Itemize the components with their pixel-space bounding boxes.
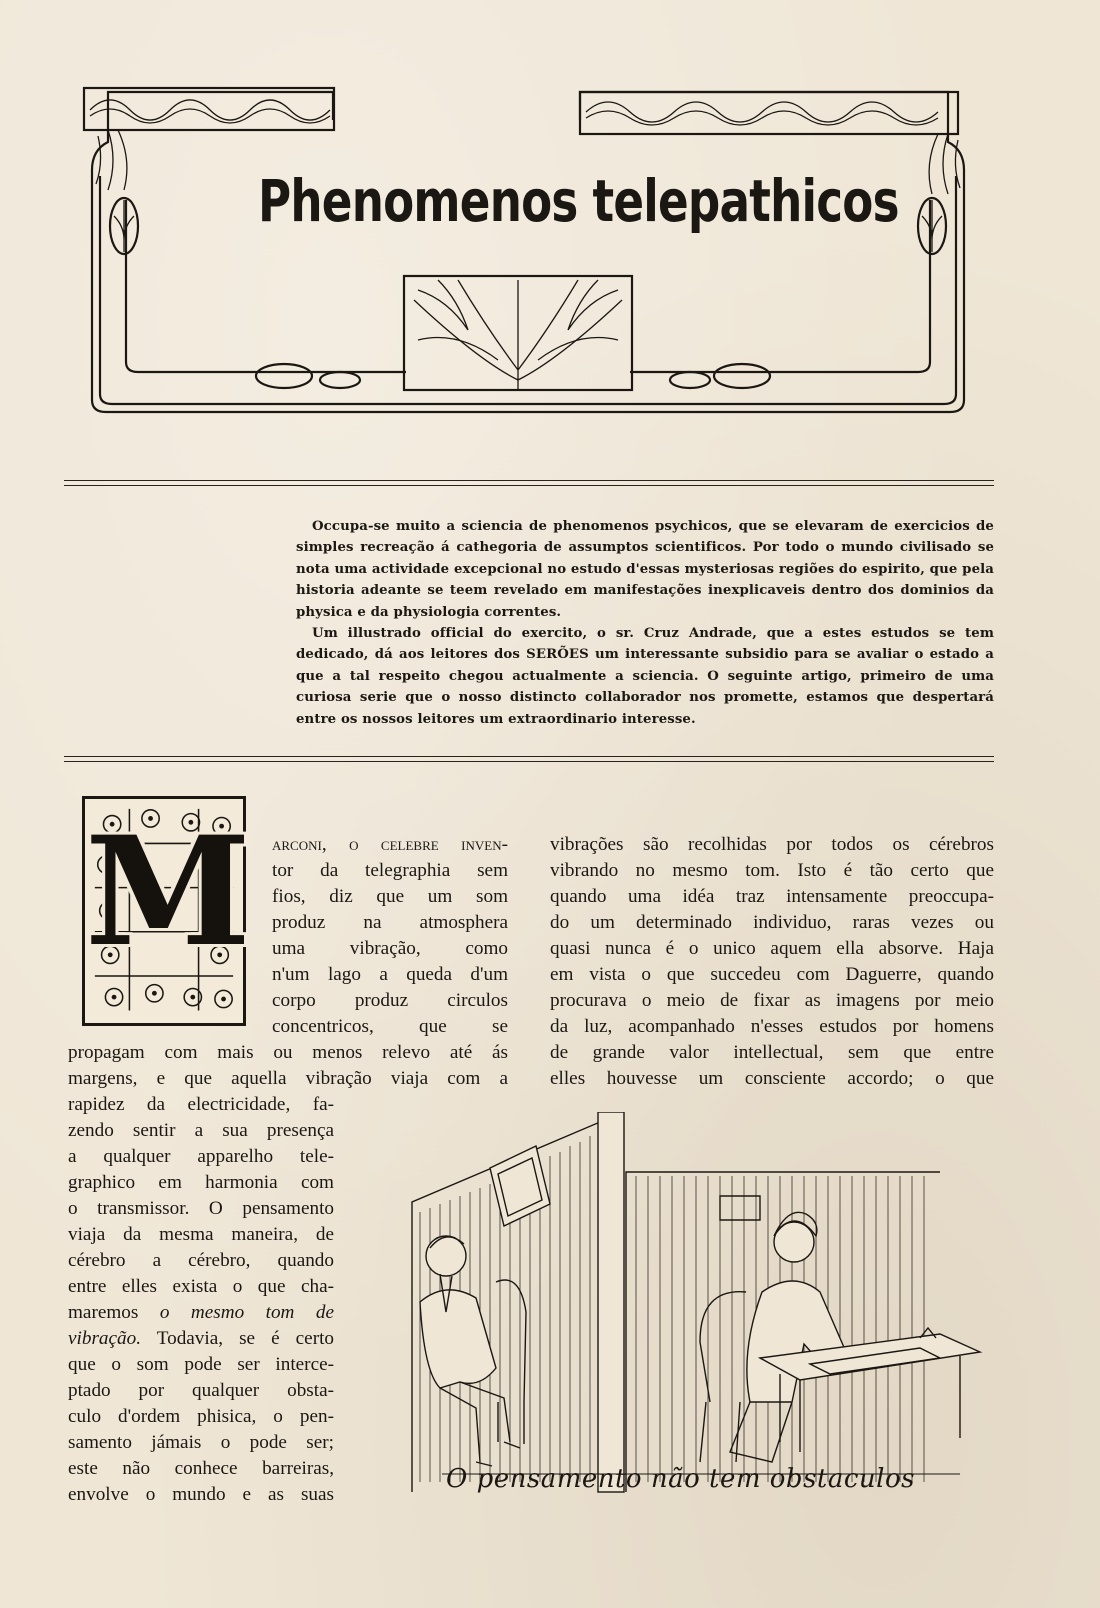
text-line	[68, 1300, 334, 1326]
ornamental-header-frame	[78, 80, 978, 430]
text-line: cérebro a cérebro, quando	[68, 1250, 334, 1271]
intro-paragraph: Occupa-se muito a sciencia de phenomenos psychicos, que se elevaram de exercicios de simples recreação á cathegoria de assumptos scientificos. Por todo o mundo civilisado se nota uma actividade excepcional no estudo d'essas mysteriosas regiões do espirito, que pela historia adeante se teem revelado em manifestações inexplicaveis dentro dos dominios da physica e da physiologia correntes.	[296, 519, 994, 620]
text-line: a qualquer apparelho tele-	[68, 1146, 334, 1167]
text-line: graphico em harmonia com	[68, 1172, 334, 1193]
text-line	[68, 1326, 334, 1352]
text-line: margens, e que aquella vibração viaja com a	[68, 1068, 508, 1089]
text-line: zendo sentir a sua presença	[68, 1120, 334, 1141]
text-line: samento jámais o pode ser;	[68, 1432, 334, 1453]
text-line: da luz, acompanhado n'esses estudos por homens	[550, 1016, 994, 1037]
text-line: tor da telegraphia sem	[272, 860, 508, 881]
middle-divider-rule	[64, 756, 994, 762]
text-line: do um determinado individuo, raras vezes ou	[550, 912, 994, 933]
text-line: entre elles exista o que cha-	[68, 1276, 334, 1297]
text-span: maremos	[68, 1302, 139, 1323]
text-line: quando uma idéa traz intensamente preoccupa-	[550, 886, 994, 907]
telepathy-illustration	[400, 1112, 1000, 1512]
intro-text	[296, 516, 994, 730]
text-line: produz na atmosphera	[272, 912, 508, 933]
decorated-dropcap	[82, 796, 252, 1026]
text-line: viaja da mesma maneira, de	[68, 1224, 334, 1245]
text-line: envolve o mundo e as suas	[68, 1484, 334, 1505]
dropcap-letter: M	[85, 804, 252, 980]
text-line: concentricos, que se	[272, 1016, 508, 1037]
text-line: o transmissor. O pensamento	[68, 1198, 334, 1219]
text-line: culo d'ordem phisica, o pen-	[68, 1406, 334, 1427]
text-line: vibrando no mesmo tom. Isto é tão certo que	[550, 860, 994, 881]
text-line: em vista o que succedeu com Daguerre, quando	[550, 964, 994, 985]
text-line: arconi, o celebre inven-	[272, 834, 508, 855]
intro-paragraph: Um illustrado official do exercito, o sr. Cruz Andrade, que a estes estudos se tem dedicado, dá aos leitores dos SERÕES um interessante subsidio para se avaliar o estado a que a tal respeito chegou actualmente a sciencia. O seguinte artigo, primeiro de uma curiosa serie que o nosso distincto collaborador nos promette, estamos que despertará entre os nossos leitores um extraordinario interesse.	[296, 626, 994, 727]
text-line: uma vibração, como	[272, 938, 508, 959]
text-line: que o som pode ser interce-	[68, 1354, 334, 1375]
top-divider-rule	[64, 480, 994, 486]
text-line: ptado por qualquer obsta-	[68, 1380, 334, 1401]
text-span: Todavia, se é certo	[156, 1328, 335, 1349]
text-line: fios, diz que um som	[272, 886, 508, 907]
text-line: propagam com mais ou menos relevo até ás	[68, 1042, 508, 1063]
text-line: procurava o meio de fixar as imagens por meio	[550, 990, 994, 1011]
page-title: Phenomenos telepathicos	[258, 167, 899, 235]
article-column-2	[550, 832, 994, 1092]
illustration-caption: O pensamento não tem obstaculos	[446, 1464, 915, 1494]
text-line: rapidez da electricidade, fa-	[68, 1094, 334, 1115]
italic-phrase: vibração.	[68, 1328, 142, 1349]
article-column-1-narrow	[68, 1092, 334, 1508]
text-line: de grande valor intellectual, sem que entre	[550, 1042, 994, 1063]
text-line: n'um lago a queda d'um	[272, 964, 508, 985]
text-line: elles houvesse um consciente accordo; o que	[550, 1068, 994, 1089]
text-line: corpo produz circulos	[272, 990, 508, 1011]
article-column-1-wrap	[272, 832, 508, 1040]
text-line: quasi nunca é o unico aquem ella absorve. Haja	[550, 938, 994, 959]
italic-phrase: o mesmo tom de	[159, 1302, 334, 1323]
text-line: vibrações são recolhidas por todos os cérebros	[550, 834, 994, 855]
article-column-1-full	[68, 1040, 508, 1092]
text-line: este não conhece barreiras,	[68, 1458, 334, 1479]
